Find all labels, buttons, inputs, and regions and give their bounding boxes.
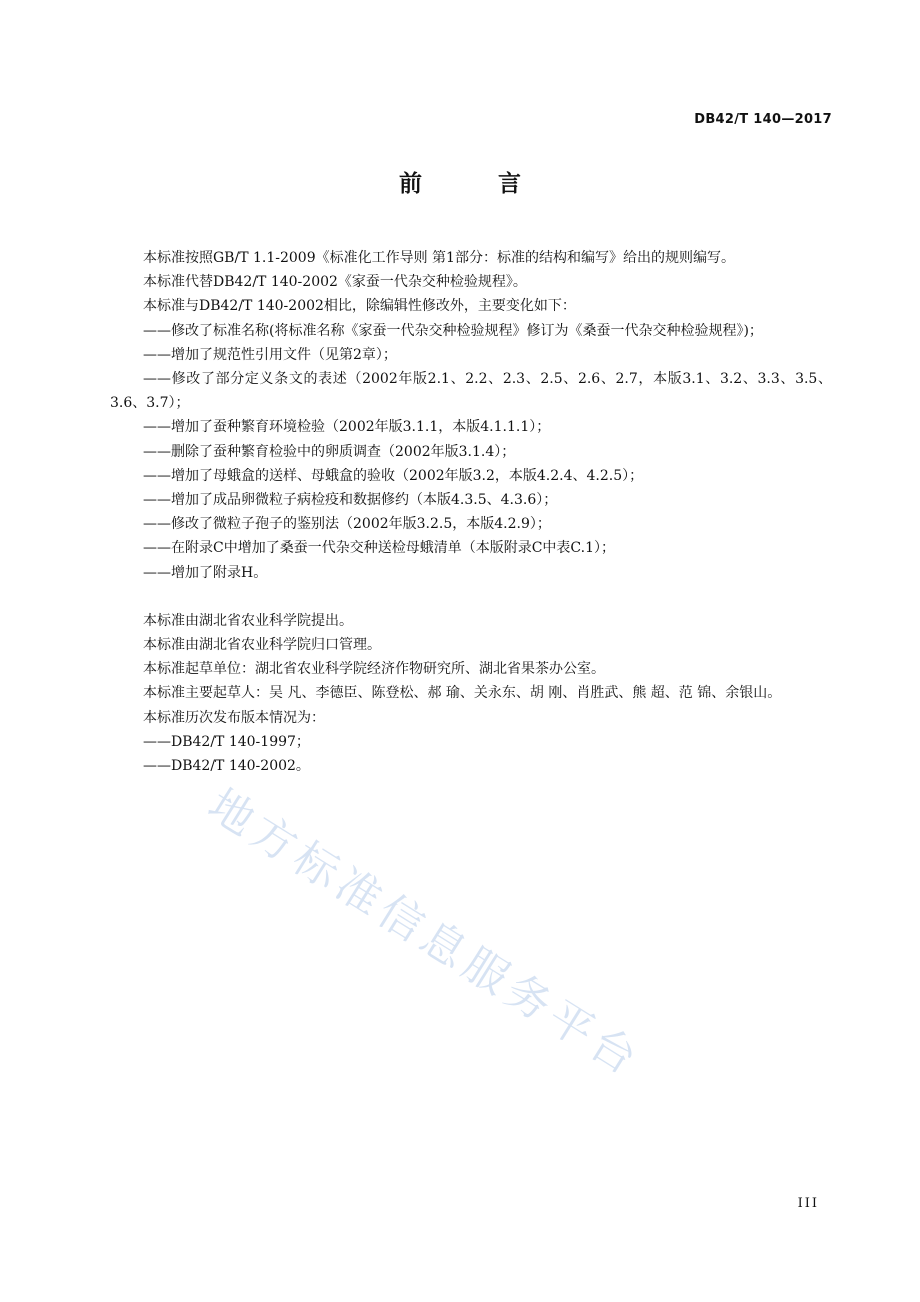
watermark: 地方标准信息服务平台	[199, 779, 651, 1088]
paragraph: 本标准由湖北省农业科学院提出。	[143, 612, 353, 629]
change-item: ——增加了附录H。	[143, 564, 268, 581]
change-item: ——增加了母蛾盒的送样、母蛾盒的验收（2002年版3.2，本版4.2.4、4.2.5）；	[143, 467, 644, 484]
paragraph: 本标准按照GB/T 1.1-2009《标准化工作导则 第1部分：标准的结构和编写》给出的规则编写。	[143, 250, 735, 266]
paragraph: 本标准历次发布版本情况为：	[143, 709, 325, 726]
paragraph: 本标准与DB42/T 140-2002相比，除编辑性修改外，主要变化如下：	[143, 298, 576, 315]
change-item: ——增加了成品卵微粒子病检疫和数据修约（本版4.3.5、4.3.6）；	[143, 492, 558, 509]
paragraph: 本标准由湖北省农业科学院归口管理。	[143, 637, 381, 654]
change-item: ——增加了蚕种繁育环境检验（2002年版3.1.1，本版4.1.1.1）；	[143, 419, 551, 436]
change-item: ——增加了规范性引用文件（见第2章）；	[143, 346, 397, 363]
paragraph: 本标准起草单位：湖北省农业科学院经济作物研究所、湖北省果茶办公室。	[143, 661, 605, 678]
change-item: ——修改了标准名称(将标准名称《家蚕一代杂交种检验规程》修订为《桑蚕一代杂交种检验规程》)；	[143, 322, 763, 339]
version-item: ——DB42/T 140-2002。	[143, 758, 310, 775]
change-item: ——修改了部分定义条文的表述（2002年版2.1、2.2、2.3、2.5、2.6、2.7，本版3.1、3.2、3.3、3.5、3.6、3.7）；	[110, 371, 832, 412]
page-title: 前 言	[398, 171, 555, 197]
document-code: DB42/T 140—2017	[694, 112, 832, 127]
change-item: ——在附录C中增加了桑蚕一代杂交种送检母蛾清单（本版附录C中表C.1）；	[143, 540, 615, 557]
paragraph: 本标准主要起草人：吴 凡、李德臣、陈登松、郝 瑜、关永东、胡 刚、肖胜武、熊 超、范 锦、余银山。	[143, 685, 782, 702]
change-item: ——修改了微粒子孢子的鉴别法（2002年版3.2.5，本版4.2.9）；	[143, 516, 551, 533]
change-item: ——删除了蚕种繁育检验中的卵质调查（2002年版3.1.4）；	[143, 443, 516, 460]
paragraph: 本标准代替DB42/T 140-2002《家蚕一代杂交种检验规程》。	[143, 274, 527, 291]
document-body	[110, 246, 832, 778]
paragraph-gap	[110, 585, 832, 609]
page-number: III	[797, 1196, 819, 1211]
version-item: ——DB42/T 140-1997；	[143, 733, 310, 750]
